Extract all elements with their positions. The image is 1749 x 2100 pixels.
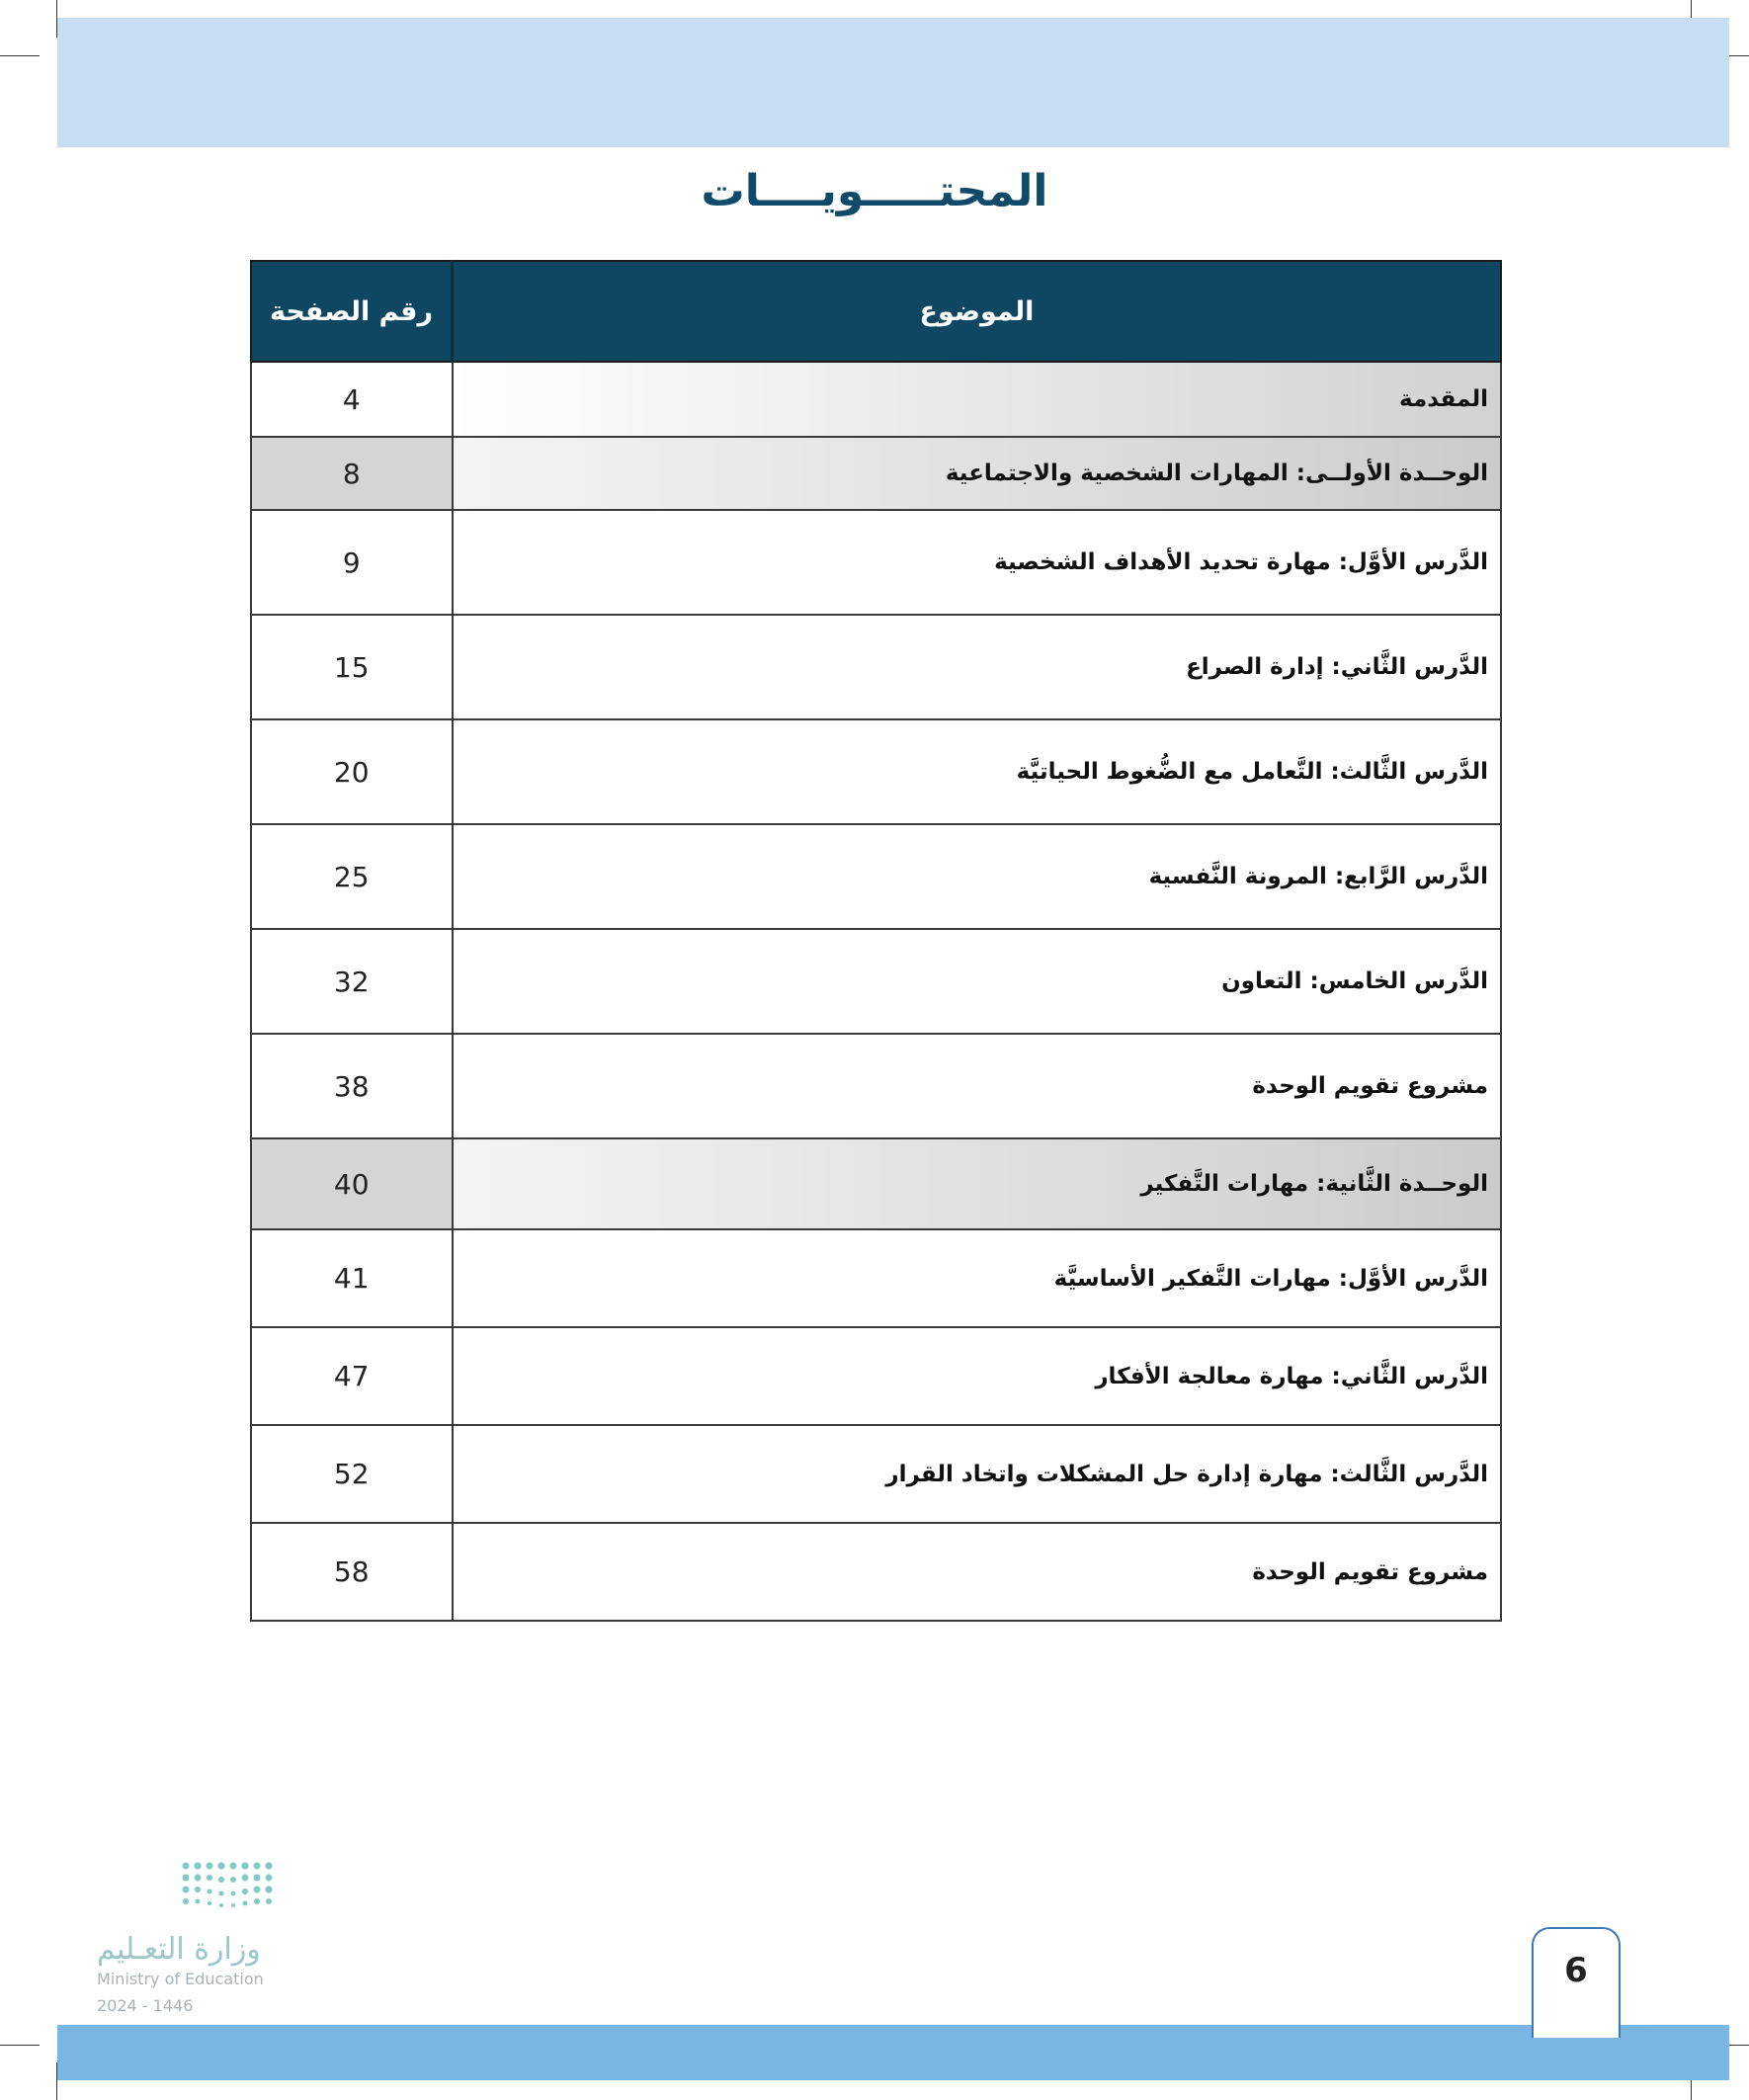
row-topic: الدَّرس الأوَّل: مهارة تحديد الأهداف الشخصية	[453, 510, 1502, 615]
row-page: 4	[251, 362, 453, 437]
row-topic: الدَّرس الثَّالث: التَّعامل مع الضُّغوط الحياتيَّة	[453, 719, 1502, 824]
header-topic: الموضوع	[453, 261, 1502, 362]
table-row	[251, 510, 1501, 615]
footer-band	[57, 2025, 1729, 2080]
page-number: 6	[1564, 1951, 1588, 1990]
page-title: المحتـــــويــــات	[701, 166, 1048, 216]
row-page: 40	[251, 1138, 453, 1229]
page-number-tab	[1532, 1927, 1621, 2038]
ministry-name-arabic: وزارة التعـليم	[97, 1932, 261, 1967]
row-page: 9	[251, 510, 453, 615]
header-page-number: رقم الصفحة	[251, 261, 453, 362]
table-row	[251, 615, 1501, 719]
table-row	[251, 1327, 1501, 1425]
row-topic: الوحــدة الأولــى: المهارات الشخصية والاجتماعية	[453, 437, 1502, 510]
row-topic: الدَّرس الثَّاني: إدارة الصراع	[453, 615, 1502, 719]
row-page: 47	[251, 1327, 453, 1425]
row-page: 38	[251, 1034, 453, 1138]
row-page: 52	[251, 1425, 453, 1523]
row-topic: المقدمة	[453, 362, 1502, 437]
row-page: 32	[251, 929, 453, 1034]
table-row	[251, 929, 1501, 1034]
row-page: 41	[251, 1229, 453, 1327]
row-page: 58	[251, 1523, 453, 1621]
row-page: 20	[251, 719, 453, 824]
crop-mark	[0, 2045, 40, 2046]
table-row	[251, 362, 1501, 437]
table-row	[251, 1034, 1501, 1138]
ministry-logo-icon	[97, 1858, 285, 1927]
table-row	[251, 824, 1501, 929]
row-page: 15	[251, 615, 453, 719]
row-page: 25	[251, 824, 453, 929]
row-topic: الدَّرس الثَّالث: مهارة إدارة حل المشكلات واتخاد القرار	[453, 1425, 1502, 1523]
row-topic: الدَّرس الرَّابع: المرونة النَّفسية	[453, 824, 1502, 929]
table-row	[251, 437, 1501, 510]
row-topic: مشروع تقويم الوحدة	[453, 1034, 1502, 1138]
table-row	[251, 1138, 1501, 1229]
table-row	[251, 1229, 1501, 1327]
row-topic: مشروع تقويم الوحدة	[453, 1523, 1502, 1621]
row-topic: الوحــدة الثَّانية: مهارات التَّفكير	[453, 1138, 1502, 1229]
table-row	[251, 719, 1501, 824]
row-topic: الدَّرس الخامس: التعاون	[453, 929, 1502, 1034]
crop-mark	[0, 55, 40, 56]
table-header-row	[251, 261, 1501, 362]
table-row	[251, 1523, 1501, 1621]
ministry-name-english: Ministry of Education	[97, 1970, 264, 1988]
row-topic: الدَّرس الثَّاني: مهارة معالجة الأفكار	[453, 1327, 1502, 1425]
header-band	[57, 18, 1729, 147]
row-topic: الدَّرس الأوَّل: مهارات التَّفكير الأساسيَّة	[453, 1229, 1502, 1327]
row-page: 8	[251, 437, 453, 510]
ministry-year: 2024 - 1446	[97, 1996, 194, 2015]
table-row	[251, 1425, 1501, 1523]
contents-table	[250, 260, 1502, 1622]
